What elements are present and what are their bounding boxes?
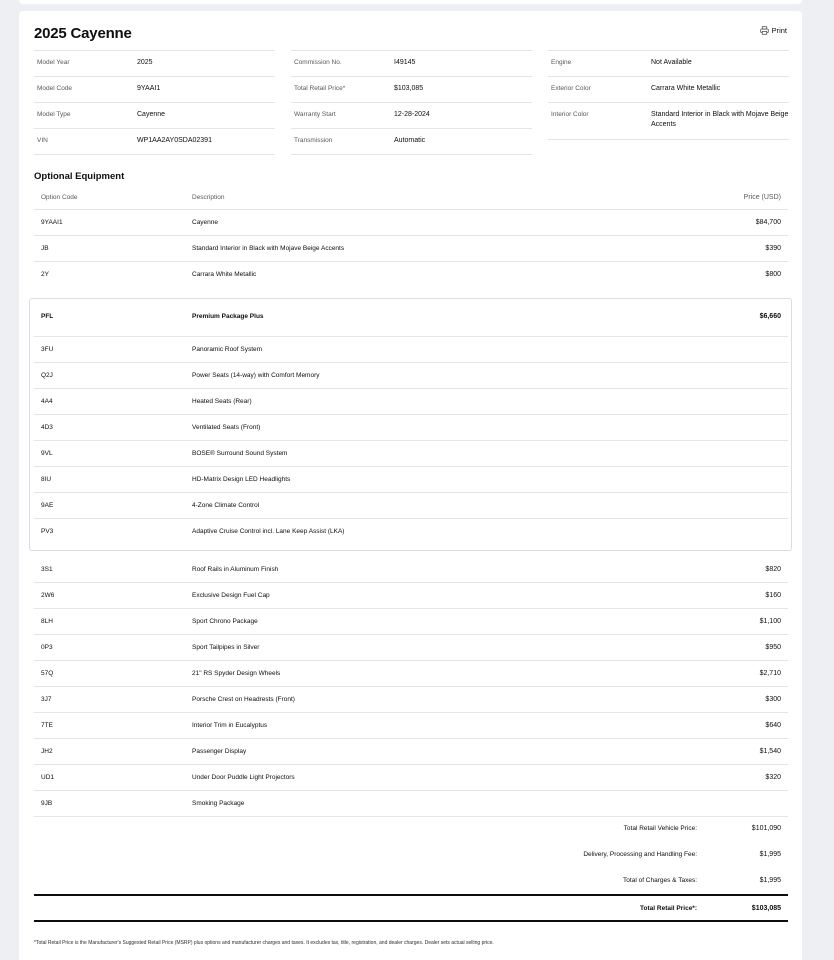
option-code: 3FU xyxy=(41,346,54,353)
package-item-row xyxy=(34,441,788,467)
option-code: 3J7 xyxy=(41,696,52,703)
spec-label: Model Year xyxy=(37,59,70,66)
spec-column-1 xyxy=(34,50,275,155)
total-label: Delivery, Processing and Handling Fee: xyxy=(583,851,697,858)
option-price: $1,540 xyxy=(759,748,781,755)
spec-value: WP1AA2AY0SDA02391 xyxy=(137,137,212,144)
spec-row xyxy=(291,51,532,77)
package-group xyxy=(29,298,792,551)
option-price: $820 xyxy=(765,566,781,573)
total-value: $1,995 xyxy=(759,851,781,858)
print-label: Print xyxy=(771,26,787,35)
package-code: PFL xyxy=(41,313,54,320)
total-label: Total Retail Vehicle Price: xyxy=(623,825,697,832)
print-button[interactable] xyxy=(760,26,787,35)
option-description: BOSE® Surround Sound System xyxy=(192,450,288,457)
option-description: Under Door Puddle Light Projectors xyxy=(192,774,295,781)
total-retail-price-row xyxy=(34,894,788,922)
equipment-table-top xyxy=(34,210,788,288)
spec-row xyxy=(34,103,275,129)
table-header xyxy=(34,185,788,210)
printer-icon xyxy=(760,26,769,35)
option-code: PV3 xyxy=(41,528,54,535)
option-code: UD1 xyxy=(41,774,55,781)
option-code: 9VL xyxy=(41,450,53,457)
spec-value: Cayenne xyxy=(137,111,166,118)
totals-section xyxy=(34,816,788,922)
spec-column-3 xyxy=(548,50,789,140)
option-price: $300 xyxy=(765,696,781,703)
spec-value: 12-28-2024 xyxy=(394,111,430,118)
spec-column-2 xyxy=(291,50,532,155)
option-code: 7TE xyxy=(41,722,53,729)
total-label: Total of Charges & Taxes: xyxy=(623,877,697,884)
delivery-fee-row xyxy=(34,842,788,868)
option-description: Carrara White Metallic xyxy=(192,271,257,278)
option-code: 3S1 xyxy=(41,566,53,573)
option-price: $84,700 xyxy=(755,219,781,226)
total-value: $1,995 xyxy=(759,877,781,884)
option-description: Panoramic Roof System xyxy=(192,346,263,353)
spec-label: Model Type xyxy=(37,111,71,118)
table-row xyxy=(34,791,788,817)
table-row xyxy=(34,739,788,765)
option-code: 8LH xyxy=(41,618,53,625)
spec-label: Commission No. xyxy=(294,59,342,66)
option-description: Smoking Package xyxy=(192,800,245,807)
spec-label: Warranty Start xyxy=(294,111,336,118)
option-code: 2W6 xyxy=(41,592,55,599)
option-code: 8IU xyxy=(41,476,52,483)
table-row xyxy=(34,765,788,791)
option-code: 9AE xyxy=(41,502,54,509)
package-item-row xyxy=(34,415,788,441)
package-item-row xyxy=(34,337,788,363)
package-item-row xyxy=(34,389,788,415)
equipment-table-bottom xyxy=(34,557,788,817)
spec-value: 2025 xyxy=(137,59,153,66)
table-row xyxy=(34,635,788,661)
table-row xyxy=(34,262,788,288)
table-row xyxy=(34,557,788,583)
package-item-row xyxy=(34,519,788,545)
total-vehicle-row xyxy=(34,816,788,842)
table-row xyxy=(34,583,788,609)
spec-row xyxy=(34,77,275,103)
table-row xyxy=(34,687,788,713)
spec-label: Model Code xyxy=(37,85,73,92)
page-title: 2025 Cayenne xyxy=(34,25,132,42)
spec-row xyxy=(291,77,532,103)
option-description: Cayenne xyxy=(192,219,219,226)
section-title: Optional Equipment xyxy=(34,171,125,182)
package-description: Premium Package Plus xyxy=(192,313,264,320)
spec-row xyxy=(34,51,275,77)
option-description: 21" RS Spyder Design Wheels xyxy=(192,670,281,677)
option-code: 9YAAI1 xyxy=(41,219,63,226)
spec-label: Total Retail Price* xyxy=(294,85,346,92)
option-price: $800 xyxy=(765,271,781,278)
option-description: Adaptive Cruise Control incl. Lane Keep Assist (LKA) xyxy=(192,528,345,535)
table-row xyxy=(34,661,788,687)
package-item-row xyxy=(34,467,788,493)
spec-label: Exterior Color xyxy=(551,85,591,92)
option-description: HD-Matrix Design LED Headlights xyxy=(192,476,291,483)
total-value: $101,090 xyxy=(751,825,781,832)
option-description: Passenger Display xyxy=(192,748,247,755)
spec-value: I49145 xyxy=(394,59,416,66)
spec-value: $103,085 xyxy=(394,85,424,92)
table-row xyxy=(34,210,788,236)
package-items xyxy=(34,337,788,545)
option-code: 4D3 xyxy=(41,424,53,431)
spec-value: Standard Interior in Black with Mojave Beige Accents xyxy=(651,111,789,128)
spec-row xyxy=(291,129,532,155)
option-price: $2,710 xyxy=(759,670,781,677)
package-item-row xyxy=(34,363,788,389)
spec-value: Automatic xyxy=(394,137,426,144)
total-value: $103,085 xyxy=(751,905,781,912)
spec-row xyxy=(548,77,789,103)
option-code: 57Q xyxy=(41,670,54,677)
option-description: 4-Zone Climate Control xyxy=(192,502,260,509)
footnote: *Total Retail Price is the Manufacturer's Suggested Retail Price (MSRP) plus options and manufacturer charges and taxes. It excludes tax, title, registration, and dealer charges. Dealer sets actual selling price. xyxy=(34,940,494,946)
option-code: 9JB xyxy=(41,800,53,807)
option-description: Porsche Crest on Headrests (Front) xyxy=(192,696,295,703)
option-code: Q2J xyxy=(41,372,53,379)
package-item-row xyxy=(34,493,788,519)
charges-row xyxy=(34,868,788,894)
option-description: Sport Chrono Package xyxy=(192,618,258,625)
option-price: $950 xyxy=(765,644,781,651)
option-description: Interior Trim in Eucalyptus xyxy=(192,722,268,729)
package-row xyxy=(34,299,788,337)
option-price: $320 xyxy=(765,774,781,781)
option-description: Heated Seats (Rear) xyxy=(192,398,252,405)
option-description: Power Seats (14-way) with Comfort Memory xyxy=(192,372,320,379)
option-price: $160 xyxy=(765,592,781,599)
option-price: $390 xyxy=(765,245,781,252)
spec-row xyxy=(548,51,789,77)
table-row xyxy=(34,236,788,262)
option-code: JB xyxy=(41,245,49,252)
table-row xyxy=(34,609,788,635)
table-row xyxy=(34,713,788,739)
package-price: $6,660 xyxy=(759,313,781,320)
top-card-edge xyxy=(19,0,802,4)
option-description: Sport Tailpipes in Silver xyxy=(192,644,260,651)
header-price: Price (USD) xyxy=(743,194,781,201)
spec-label: Transmission xyxy=(294,137,333,144)
spec-label: Engine xyxy=(551,59,572,66)
option-description: Roof Rails in Aluminum Finish xyxy=(192,566,279,573)
total-label: Total Retail Price*: xyxy=(640,905,697,912)
header-description: Description xyxy=(192,194,225,201)
option-code: JH2 xyxy=(41,748,53,755)
option-code: 0P3 xyxy=(41,644,53,651)
vehicle-detail-card xyxy=(19,11,802,960)
spec-label: VIN xyxy=(37,137,48,144)
option-price: $1,100 xyxy=(759,618,781,625)
option-code: 4A4 xyxy=(41,398,53,405)
option-description: Ventilated Seats (Front) xyxy=(192,424,261,431)
option-description: Exclusive Design Fuel Cap xyxy=(192,592,270,599)
spec-row xyxy=(291,103,532,129)
spec-row xyxy=(548,103,789,140)
option-description: Standard Interior in Black with Mojave Beige Accents xyxy=(192,245,345,252)
option-price: $640 xyxy=(765,722,781,729)
spec-value: 9YAAI1 xyxy=(137,85,161,92)
spec-value: Carrara White Metallic xyxy=(651,85,721,92)
header-code: Option Code xyxy=(41,194,78,201)
spec-label: Interior Color xyxy=(551,111,589,118)
spec-row xyxy=(34,129,275,155)
spec-value: Not Available xyxy=(651,59,692,66)
option-code: 2Y xyxy=(41,271,49,278)
